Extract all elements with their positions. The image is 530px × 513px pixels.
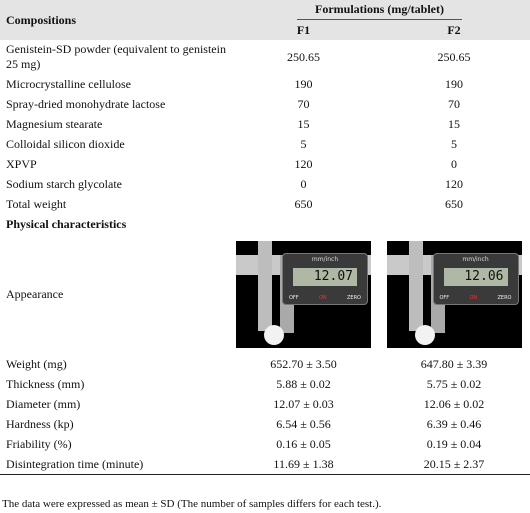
f2-value: 12.06 ± 0.02 — [423, 396, 485, 411]
row-label: Appearance — [6, 286, 64, 301]
caliper-buttons — [289, 295, 361, 301]
tablet — [415, 325, 435, 345]
lcd-readout: 12.07 — [293, 268, 357, 286]
table-row — [0, 94, 530, 114]
header-compositions: Compositions — [0, 0, 229, 40]
caliper-display — [433, 253, 519, 305]
f2-value: 250.65 — [437, 49, 471, 64]
row-label: Thickness (mm) — [6, 376, 85, 391]
f1-value: 0.16 ± 0.05 — [276, 436, 331, 451]
off-button-label: OFF — [289, 294, 299, 301]
row-label: XPVP — [6, 156, 37, 171]
f2-value: 6.39 ± 0.46 — [426, 416, 482, 431]
caliper-jaw — [258, 241, 272, 331]
unit-label: mm/inch — [462, 255, 489, 263]
f2-value: 0 — [451, 156, 457, 171]
f1-value: 120 — [294, 156, 313, 171]
f1-value: 15 — [297, 116, 310, 131]
caliper-display — [282, 253, 368, 305]
f2-value: 120 — [445, 176, 463, 191]
f1-value: 250.65 — [287, 49, 320, 64]
header-formulations: Formulations (mg/tablet) — [229, 0, 530, 20]
row-label: Microcrystalline cellulose — [6, 76, 131, 91]
f1-value: 190 — [294, 76, 313, 91]
table-row — [0, 154, 530, 174]
f1-value: 6.54 ± 0.56 — [276, 416, 331, 431]
row-label: Diameter (mm) — [6, 396, 81, 411]
f2-value: 15 — [448, 116, 460, 131]
f2-value: 0.19 ± 0.04 — [426, 436, 482, 451]
table-row — [0, 114, 530, 134]
tablet — [264, 325, 284, 345]
f2-value: 70 — [448, 96, 460, 111]
zero-button-label: ZERO — [347, 294, 361, 301]
row-label: Disintegration time (minute) — [0, 454, 229, 475]
f1-value: 5 — [300, 136, 307, 151]
f1-value: 70 — [297, 96, 310, 111]
table-row — [0, 414, 530, 434]
f1-value: 11.69 ± 1.38 — [229, 454, 378, 475]
row-label: Friability (%) — [6, 436, 72, 451]
table-row — [0, 74, 530, 94]
table-row — [0, 134, 530, 154]
row-label: Total weight — [6, 196, 67, 211]
table-row — [0, 194, 530, 214]
row-label: Magnesium stearate — [6, 116, 103, 131]
header-f1: F1 — [229, 20, 378, 40]
f1-value: 0 — [300, 176, 307, 191]
f1-value: 650 — [294, 196, 313, 211]
f2-value: 5.75 ± 0.02 — [426, 376, 482, 391]
on-button-label: ON — [469, 294, 478, 301]
f2-value: 650 — [445, 196, 463, 211]
table-row — [0, 174, 530, 194]
f2-value: 20.15 ± 2.37 — [378, 454, 530, 475]
row-label: Colloidal silicon dioxide — [6, 136, 125, 151]
f2-value: 5 — [451, 136, 457, 151]
f2-value: 647.80 ± 3.39 — [420, 356, 488, 371]
f1-photo-cell — [229, 234, 378, 354]
f2-photo-cell — [378, 234, 530, 354]
caliper-jaw — [409, 241, 423, 331]
row-label: Sodium starch glycolate — [6, 176, 122, 191]
table-footnote: The data were expressed as mean ± SD (The number of samples differs for each test.). — [2, 498, 382, 510]
lcd-readout: 12.06 — [444, 268, 508, 286]
table-row — [0, 454, 530, 475]
table-row — [0, 354, 530, 374]
on-button-label: ON — [319, 294, 327, 301]
f2-caliper-photo — [387, 241, 522, 348]
section-row — [0, 214, 530, 234]
row-label: Spray-dried monohydrate lactose — [6, 96, 166, 111]
row-label: Hardness (kp) — [6, 416, 74, 431]
f1-value: 12.07 ± 0.03 — [273, 396, 334, 411]
section-physical-characteristics: Physical characteristics — [6, 216, 127, 231]
row-label: Weight (mg) — [6, 356, 67, 371]
off-button-label: OFF — [439, 294, 450, 301]
row-label: Genistein-SD powder (equivalent to genistein 25 mg) — [6, 42, 226, 71]
zero-button-label: ZERO — [497, 294, 512, 301]
table-row — [0, 434, 530, 454]
f1-value: 5.88 ± 0.02 — [276, 376, 331, 391]
table-row — [0, 374, 530, 394]
appearance-row — [0, 234, 530, 354]
unit-label: mm/inch — [311, 255, 339, 263]
table-row — [0, 394, 530, 414]
table-row — [0, 40, 530, 74]
header-f2: F2 — [378, 20, 530, 40]
f1-value: 652.70 ± 3.50 — [270, 356, 337, 371]
f2-value: 190 — [445, 76, 463, 91]
caliper-buttons — [440, 295, 512, 301]
f1-caliper-photo — [236, 241, 371, 348]
